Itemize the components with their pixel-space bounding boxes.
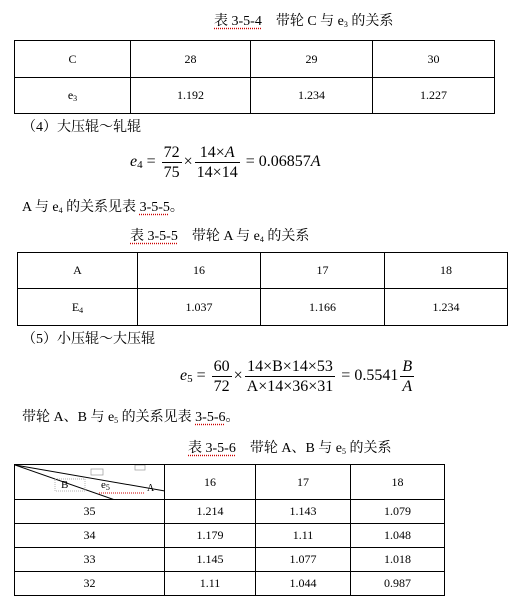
table-cell: 1.145: [165, 548, 256, 572]
data-table: [14, 464, 445, 596]
diagonal-lines: [15, 465, 165, 500]
table-header-row: [18, 253, 508, 289]
table-header-cell: 30: [373, 41, 495, 78]
fraction: $\frac{72}{75}$: [163, 144, 180, 181]
corner-label-b: B: [61, 479, 69, 491]
row-label: 35: [15, 500, 165, 524]
table-header-cell: A: [18, 253, 138, 289]
table-cell: 1.044: [256, 572, 351, 596]
row-label: 34: [15, 524, 165, 548]
corner-label-e: $e_5$: [101, 479, 110, 492]
table-cell: 1.214: [165, 500, 256, 524]
formula: e5 = $\frac{60}{72}$ × $\frac{14\times B\times 14\times 53}{A\times 14\times 36\times 31}$ = 0.5541 $\frac{B}{A}$: [180, 358, 413, 395]
row-label: 32: [15, 572, 165, 596]
row-label: $e_3$: [15, 78, 131, 114]
table-cell: 1.048: [351, 524, 445, 548]
table-caption: 表 3-5-4 带轮 C 与 $e_3$ 的关系: [214, 14, 394, 29]
corner-label-a: A: [147, 483, 155, 494]
table-cell: 1.018: [351, 548, 445, 572]
formula: e4 = $\frac{72}{75}$ × $\frac{14\times A}{14\times 14}$ = 0.06857A: [130, 144, 321, 181]
table-header-cell: 16: [165, 465, 256, 500]
table-cell: 1.11: [256, 524, 351, 548]
table-number: 表 3-5-4: [214, 14, 262, 29]
table-cell: 1.077: [256, 548, 351, 572]
table-header-row: [15, 465, 445, 500]
fraction: $\frac{14\times B\times 14\times 53}{A\times 14\times 36\times 31}$: [246, 358, 334, 395]
table-row: [15, 78, 495, 114]
table-header-cell: 18: [351, 465, 445, 500]
table-cell: 0.987: [351, 572, 445, 596]
table-header-cell: 18: [385, 253, 508, 289]
fraction: $\frac{60}{72}$: [213, 358, 230, 395]
fraction: $\frac{B}{A}$: [402, 358, 413, 395]
table-row: [15, 548, 445, 572]
table-caption: 表 3-5-6 带轮 A、B 与 $e_5$ 的关系: [188, 441, 392, 456]
table-reference: 3-5-6: [195, 410, 226, 425]
section-heading: （5）小压辊～大压辊: [22, 332, 155, 347]
table-row: [15, 500, 445, 524]
table-reference: 3-5-5: [139, 200, 170, 215]
table-header-cell: 16: [138, 253, 261, 289]
table-title: 带轮 A、B 与 e: [249, 441, 342, 456]
fraction: $\frac{14\times A}{14\times 14}$: [196, 144, 238, 181]
data-table: [14, 40, 495, 114]
table-title: 带轮 A 与 e: [191, 229, 260, 244]
table-row: [15, 524, 445, 548]
table-header-cell: 28: [131, 41, 251, 78]
table-cell: 1.037: [138, 289, 261, 326]
table-caption: 表 3-5-5 带轮 A 与 $e_4$ 的关系: [130, 229, 310, 244]
table-cell: 1.166: [261, 289, 385, 326]
table-cell: 1.079: [351, 500, 445, 524]
table-number: 表 3-5-6: [188, 441, 236, 456]
table-title: 带轮 C 与 e: [275, 14, 344, 29]
row-label: 33: [15, 548, 165, 572]
table-header-row: [15, 41, 495, 78]
table-header-cell: 29: [251, 41, 373, 78]
table-cell: 1.192: [131, 78, 251, 114]
diagonal-header-cell: [15, 465, 165, 500]
table-cell: 1.227: [373, 78, 495, 114]
table-cell: 1.234: [251, 78, 373, 114]
table-cell: 1.179: [165, 524, 256, 548]
section-heading: （4）大压辊～轧辊: [22, 120, 141, 135]
table-cell: 1.11: [165, 572, 256, 596]
paragraph: A 与 $e_4$ 的关系见表 3-5-5。: [22, 200, 184, 215]
table-row: [18, 289, 508, 326]
table-cell: 1.143: [256, 500, 351, 524]
table-cell: 1.234: [385, 289, 508, 326]
table-header-cell: C: [15, 41, 131, 78]
data-table: [17, 252, 508, 326]
table-number: 表 3-5-5: [130, 229, 178, 244]
table-row: [15, 572, 445, 596]
paragraph: 带轮 A、B 与 $e_5$ 的关系见表 3-5-6。: [22, 410, 240, 425]
table-header-cell: 17: [261, 253, 385, 289]
table-header-cell: 17: [256, 465, 351, 500]
row-label: $E_4$: [18, 289, 138, 326]
